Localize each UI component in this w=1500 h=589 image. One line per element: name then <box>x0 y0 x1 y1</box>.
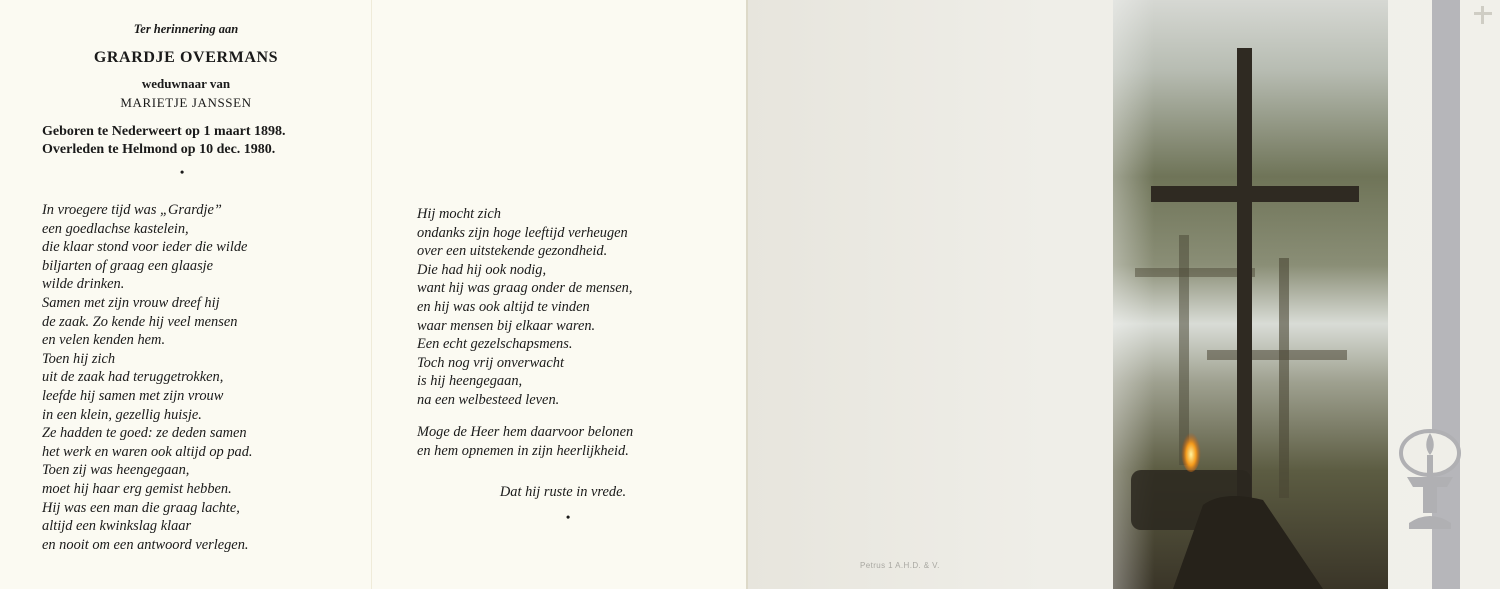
poem-line: Toen zij was heengegaan, <box>42 462 190 479</box>
poem-line: altijd een kwinkslag klaar <box>42 518 192 535</box>
printer-imprint: Petrus 1 A.H.D. & V. <box>860 561 940 570</box>
poem-line: ondanks zijn hoge leeftijd verheugen <box>417 224 628 241</box>
life-dates <box>42 123 286 159</box>
closing-line: en hem opnemen in zijn heerlijkheid. <box>417 442 629 459</box>
poem-line: Een echt gezelschapsmens. <box>417 336 573 353</box>
poem-line: In vroegere tijd was „Grardje” <box>42 202 222 218</box>
poem-line: biljarten of graag een glaasje <box>42 257 214 274</box>
poem-left-column <box>42 201 253 554</box>
poem-line: en nooit om een antwoord verlegen. <box>42 536 249 553</box>
poem-line: want hij was graag onder de mensen, <box>417 280 633 297</box>
separator-bullet: • <box>180 165 185 179</box>
poem-line: de zaak. Zo kende hij veel mensen <box>42 313 238 330</box>
poem-line: Die had hij ook nodig, <box>417 261 547 278</box>
poem-line: die klaar stond voor ieder die wilde <box>42 239 248 256</box>
poem-line: in een klein, gezellig huisje. <box>42 406 202 423</box>
poem-line: uit de zaak had teruggetrokken, <box>42 369 224 386</box>
spouse-name: MARIETJE JANSSEN <box>120 95 252 110</box>
poem-line: Hij mocht zich <box>417 206 501 222</box>
poem-line: waar mensen bij elkaar waren. <box>417 317 596 334</box>
chalice-candle-icon <box>1397 425 1463 531</box>
corner-cross-icon <box>1474 6 1492 24</box>
poem-line: Hij was een man die graag lachte, <box>42 499 240 516</box>
relation-line: weduwnaar van <box>141 76 231 91</box>
deceased-name: GRARDJE OVERMANS <box>93 49 279 66</box>
poem-line: is hij heengegaan, <box>417 373 523 390</box>
poem-line: en velen kenden hem. <box>42 332 166 349</box>
poem-line: na een welbesteed leven. <box>417 391 560 408</box>
closing-prayer <box>417 423 633 460</box>
poem-line: het werk en waren ook altijd op pad. <box>42 443 253 460</box>
poem-line: wilde drinken. <box>42 276 125 293</box>
birth-line: Geboren te Nederweert op 1 maart 1898. <box>42 124 286 139</box>
closing-line: Moge de Heer hem daarvoor belonen <box>417 424 634 440</box>
poem-line: Toen hij zich <box>42 350 116 367</box>
poem-line: leefde hij samen met zijn vrouw <box>42 387 224 404</box>
poem-line: een goedlachse kastelein, <box>42 220 189 237</box>
poem-line: over een uitstekende gezondheid. <box>417 243 608 260</box>
poem-line: moet hij haar erg gemist hebben. <box>42 480 232 497</box>
rest-in-peace: Dat hij ruste in vrede. <box>499 484 627 500</box>
poem-right-column <box>417 205 632 410</box>
poem-line: Samen met zijn vrouw dreef hij <box>42 294 220 311</box>
poem-line: en hij was ook altijd te vinden <box>417 298 590 315</box>
poem-line: Ze hadden te goed: ze deden samen <box>42 425 247 442</box>
poem-line: Toch nog vrij onverwacht <box>417 354 564 371</box>
intro-line: Ter herinnering aan <box>133 22 239 36</box>
death-line: Overleden te Helmond op 10 dec. 1980. <box>42 142 276 157</box>
end-bullet: • <box>566 510 571 524</box>
cross-photo <box>1113 0 1388 589</box>
